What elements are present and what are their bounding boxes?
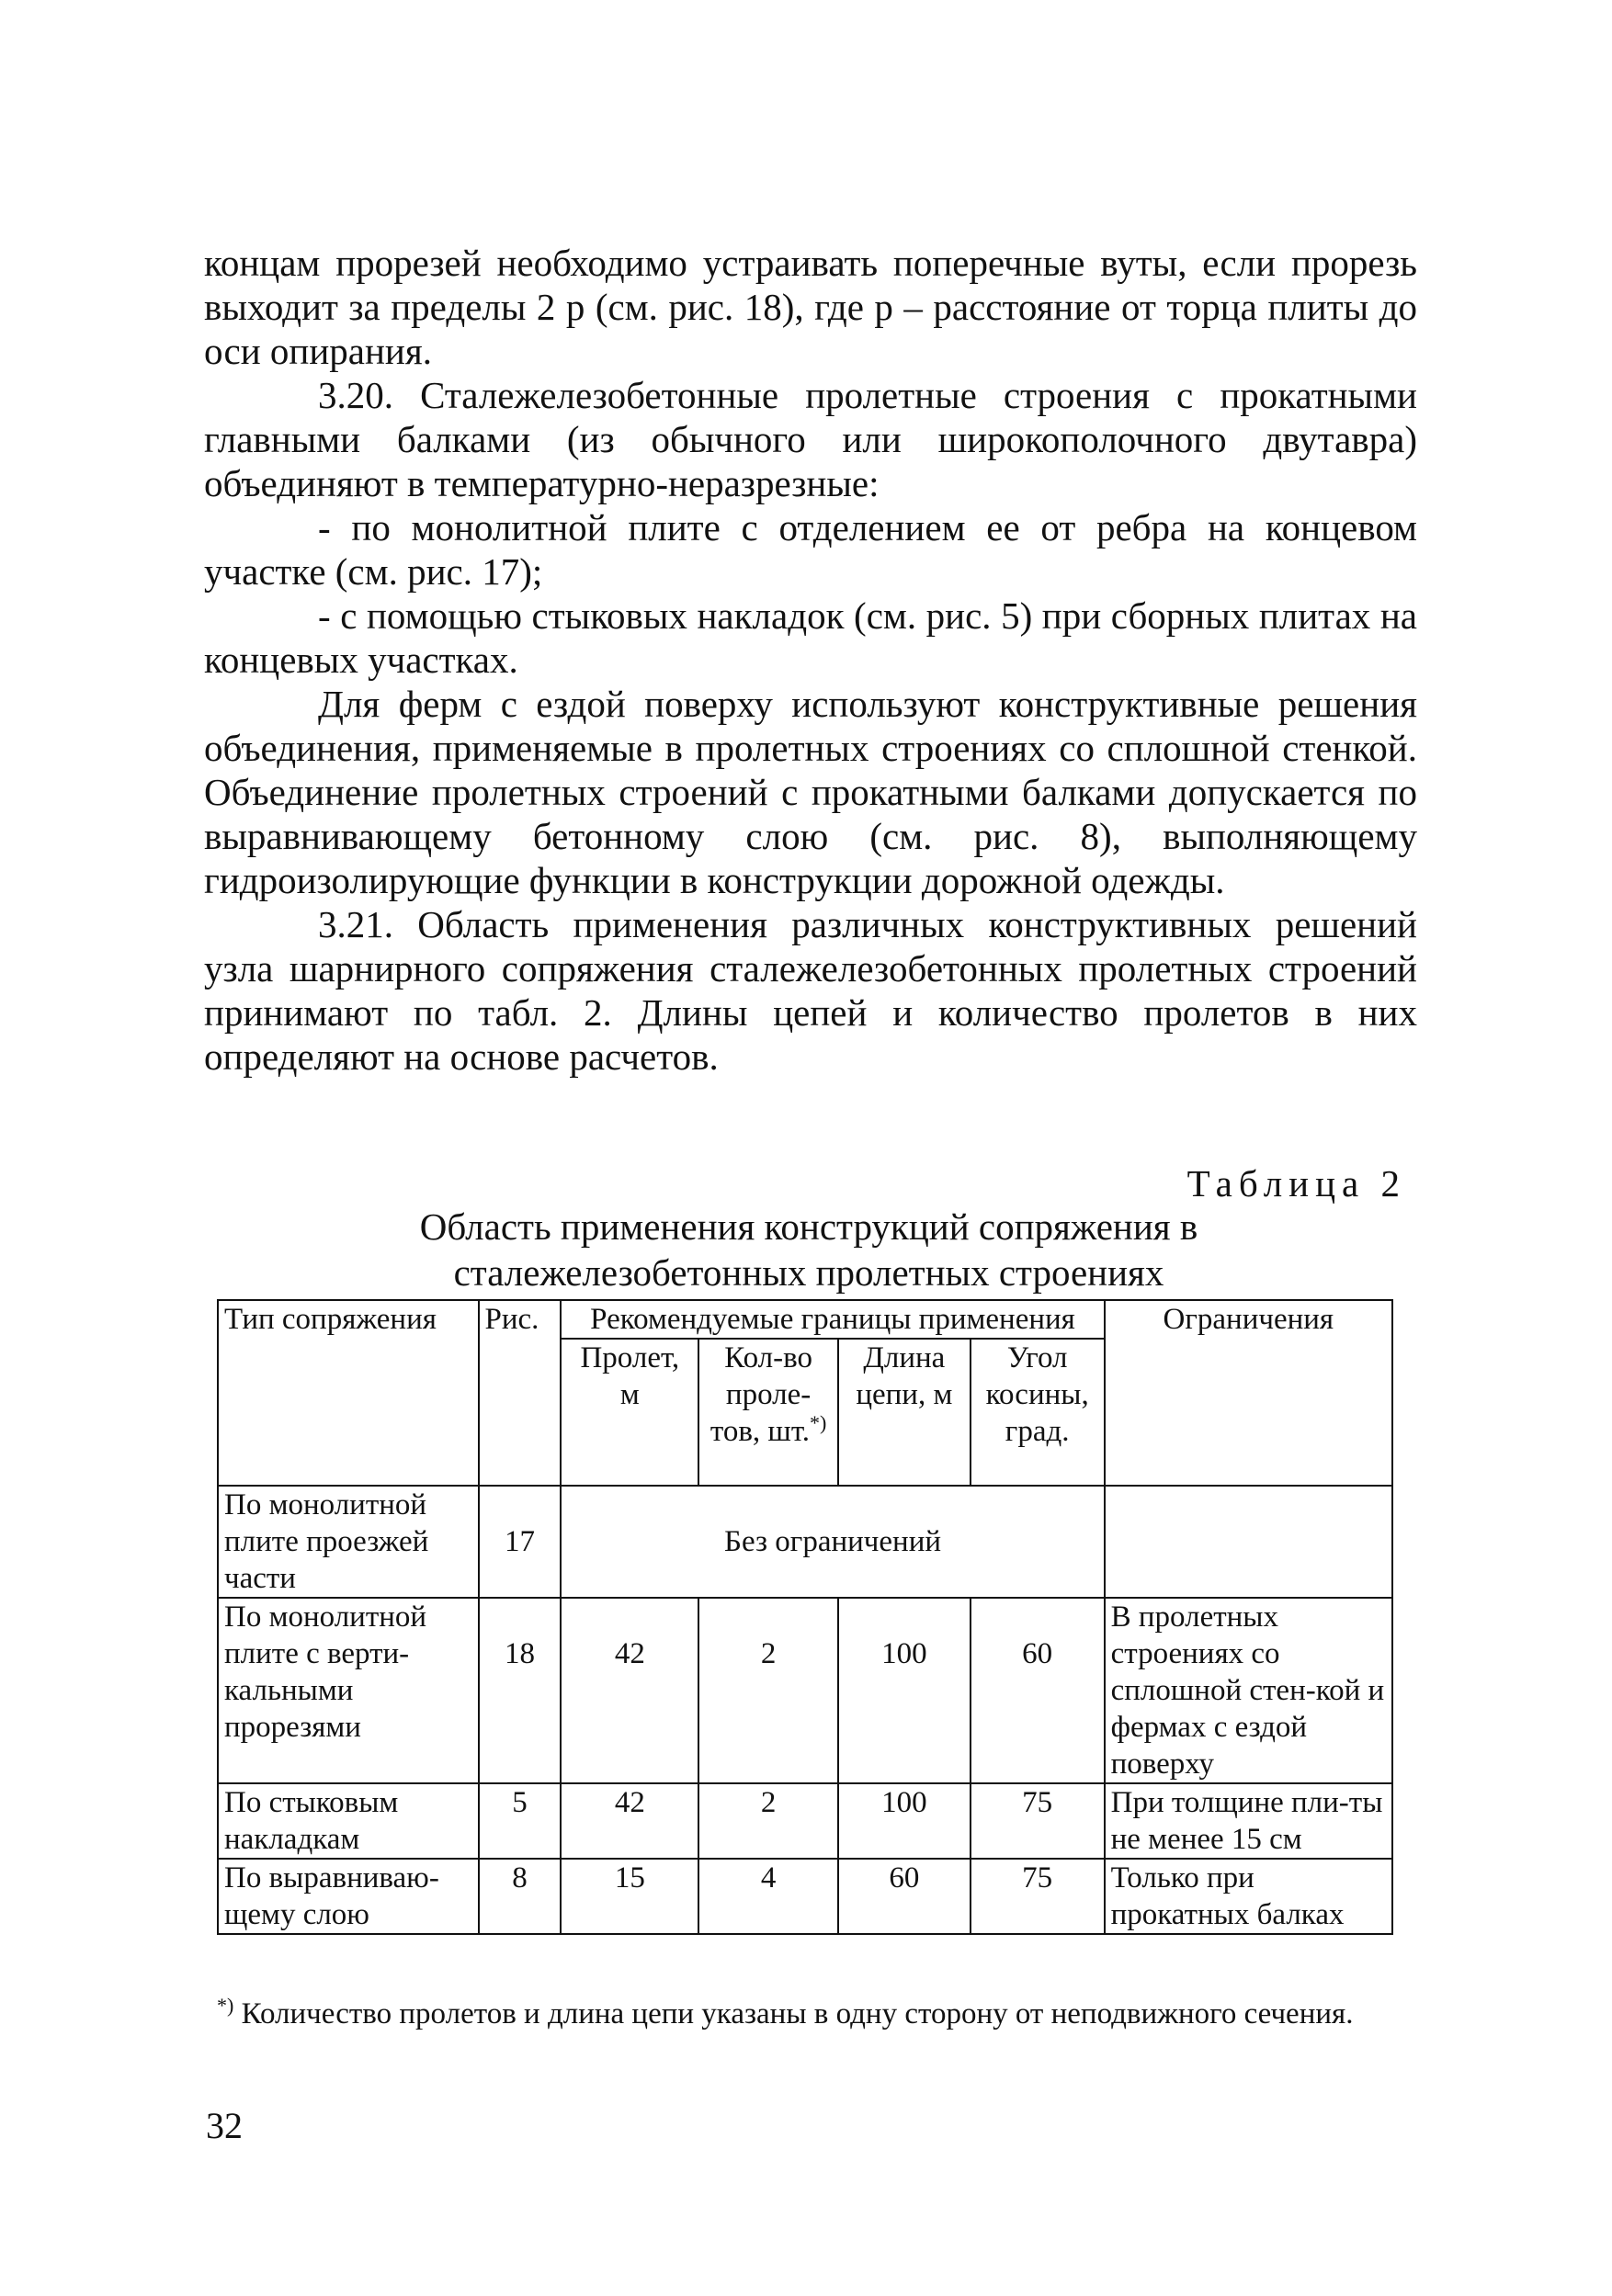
cell-fig: 5 xyxy=(479,1783,562,1859)
paragraph: 3.21. Область применения различных конструктивных решений узла шарнирного сопряжения сталежелезобетонных пролетных строений принимают по табл. 2. Длины цепей и количество пролетов в них определяют на основе расчетов. xyxy=(204,903,1417,1078)
cell-fig: 8 xyxy=(479,1859,562,1934)
cell-type: По монолитной плите проезжей части xyxy=(218,1486,479,1598)
header-count xyxy=(698,1339,838,1486)
paragraph: Для ферм с ездой поверху используют конструктивные решения объединения, применяемые в пролетных строениях со сплошной стенкой. Объединение пролетных строений с прокатными балками допускается по выравнивающему бетонному слою (см. рис. 8), выполняющему гидроизолирующие функции в конструкции дорожной одежды. xyxy=(204,683,1417,901)
cell-length: 60 xyxy=(838,1859,971,1934)
header-restrictions: Ограничения xyxy=(1105,1300,1392,1486)
paragraph: концам прорезей необходимо устраивать поперечные вуты, если прорезь выходит за пределы 2 p (см. рис. 18), где p – расстояние от торца плиты до оси опирания. xyxy=(204,242,1417,372)
paragraph: 3.20. Сталежелезобетонные пролетные строения с прокатными главными балками (из обычного или широкополочного двутавра) объединяют в температурно-неразрезные: xyxy=(204,374,1417,504)
table-row xyxy=(218,1598,1392,1783)
cell-count: 2 xyxy=(698,1783,838,1859)
cell-count: 2 xyxy=(698,1598,838,1783)
cell-span: 42 xyxy=(561,1598,698,1783)
table-caption xyxy=(211,1204,1406,1295)
header-angle: Угол косины, град. xyxy=(971,1339,1105,1486)
footnote-mark: *) xyxy=(217,1994,234,2017)
table-caption-line: сталежелезобетонных пролетных строениях xyxy=(453,1251,1164,1294)
cell-fig: 18 xyxy=(479,1598,562,1783)
data-table xyxy=(217,1299,1393,1935)
header-fig: Рис. xyxy=(479,1300,562,1486)
header-type: Тип сопряжения xyxy=(218,1300,479,1486)
cell-type: По монолитной плите с верти-кальными прорезями xyxy=(218,1598,479,1783)
cell-restriction xyxy=(1105,1486,1392,1598)
cell-length: 100 xyxy=(838,1598,971,1783)
page-number: 32 xyxy=(206,2105,243,2146)
header-count-text: Кол-во проле-тов, шт. xyxy=(710,1341,812,1448)
header-length: Длина цепи, м xyxy=(838,1339,971,1486)
table-row xyxy=(218,1783,1392,1859)
cell-angle: 60 xyxy=(971,1598,1105,1783)
paragraph: - по монолитной плите с отделением ее от ребра на концевом участке (см. рис. 17); xyxy=(204,506,1417,593)
cell-fig: 17 xyxy=(479,1486,562,1598)
table-header-row xyxy=(218,1300,1392,1339)
cell-count: 4 xyxy=(698,1859,838,1934)
cell-merged: Без ограничений xyxy=(561,1486,1104,1598)
header-span: Пролет, м xyxy=(561,1339,698,1486)
table-row xyxy=(218,1859,1392,1934)
cell-span: 42 xyxy=(561,1783,698,1859)
cell-restriction: В пролетных строениях со сплошной стен-кой и фермах с ездой поверху xyxy=(1105,1598,1392,1783)
cell-length: 100 xyxy=(838,1783,971,1859)
cell-span: 15 xyxy=(561,1859,698,1934)
cell-restriction: При толщине пли-ты не менее 15 см xyxy=(1105,1783,1392,1859)
cell-type: По стыковым накладкам xyxy=(218,1783,479,1859)
body-text xyxy=(204,241,1417,1079)
header-recommended: Рекомендуемые границы применения xyxy=(561,1300,1104,1339)
cell-restriction: Только при прокатных балках xyxy=(1105,1859,1392,1934)
cell-angle: 75 xyxy=(971,1783,1105,1859)
footnote-text: Количество пролетов и длина цепи указаны в одну сторону от неподвижного сечения. xyxy=(241,1997,1354,2030)
footnote-mark: *) xyxy=(810,1411,827,1434)
table-row xyxy=(218,1486,1392,1598)
cell-angle: 75 xyxy=(971,1859,1105,1934)
cell-type: По выравниваю-щему слою xyxy=(218,1859,479,1934)
table-footnote xyxy=(217,1996,1384,2032)
table-caption-line: Область применения конструкций сопряжения в xyxy=(419,1205,1198,1248)
table-label: Таблица 2 xyxy=(1186,1162,1406,1205)
paragraph: - с помощью стыковых накладок (см. рис. 5) при сборных плитах на концевых участках. xyxy=(204,594,1417,681)
